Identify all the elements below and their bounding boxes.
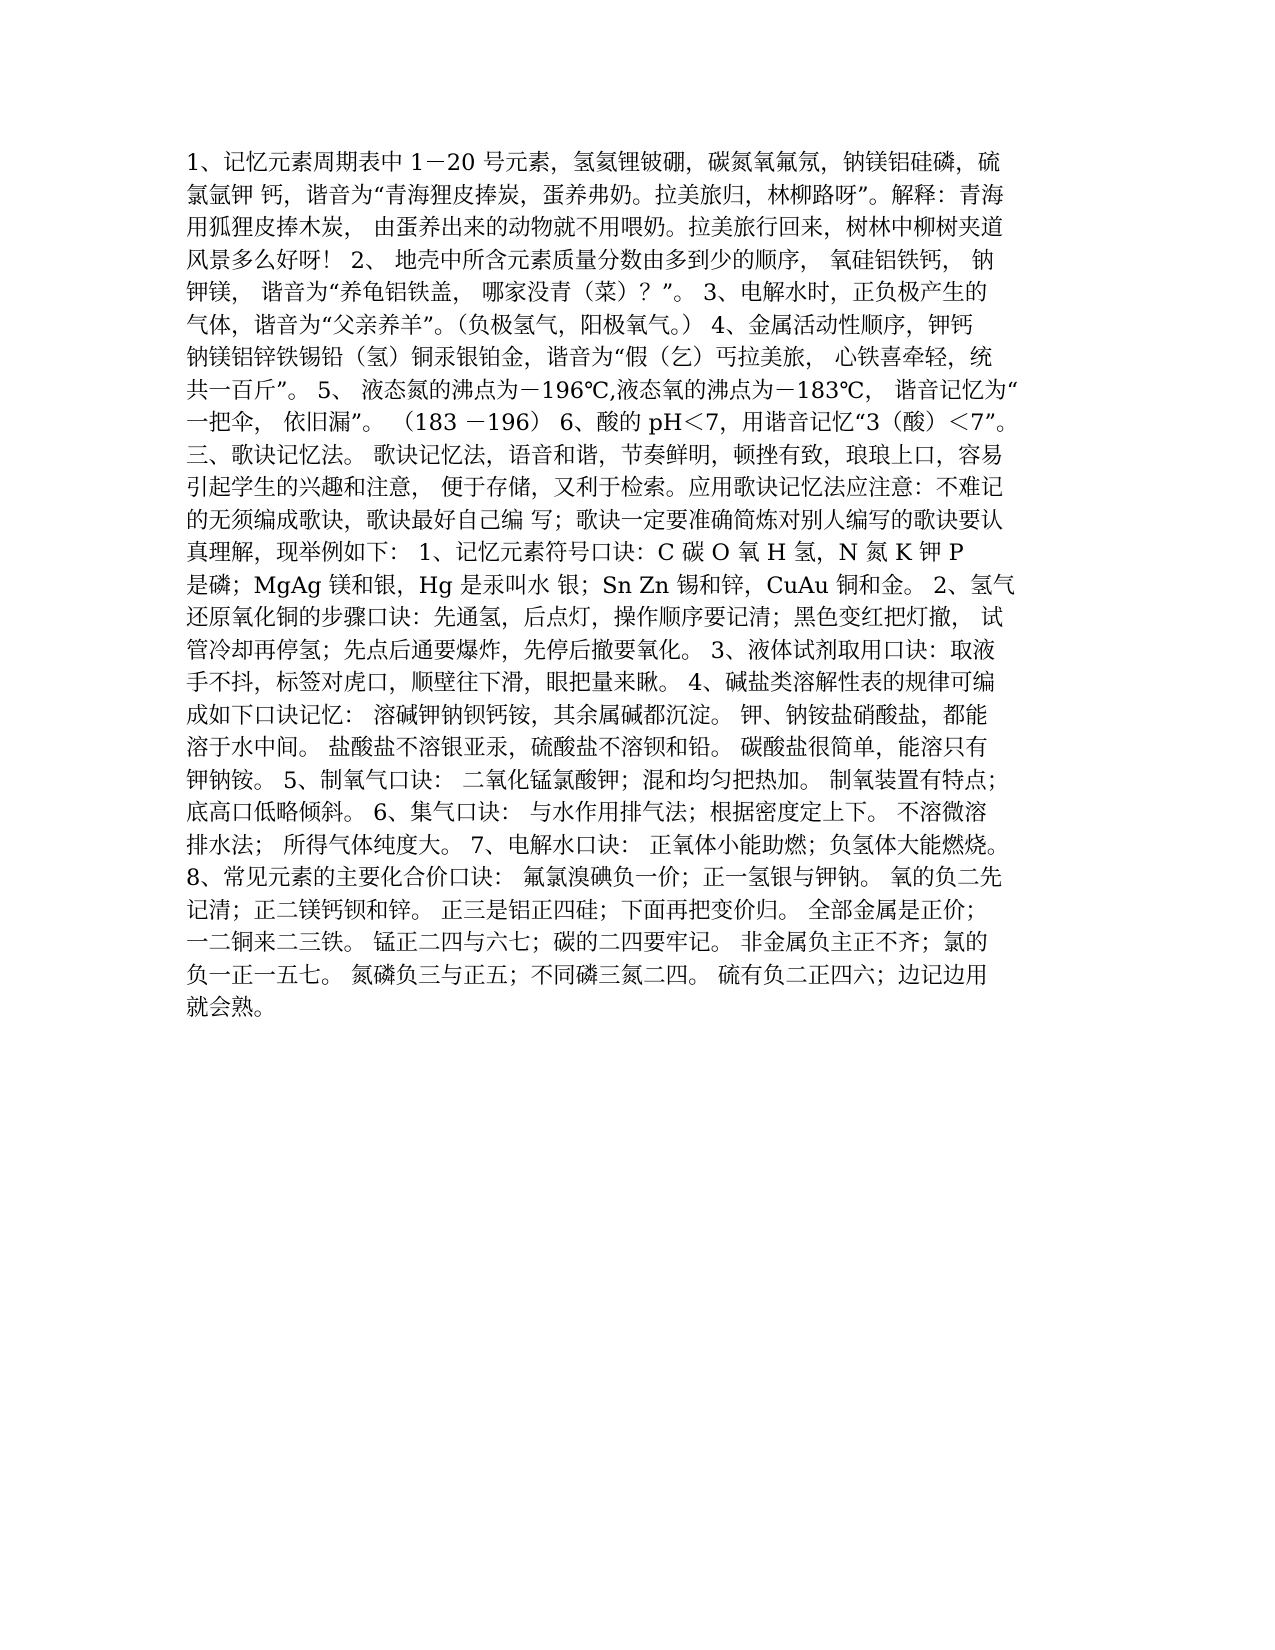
text-line: 是磷；MgAg 镁和银，Hg 是汞叫水 银；Sn Zn 锡和锌，CuAu 铜和金。 2、氢气: [186, 572, 1015, 599]
text-line: 的无须编成歌诀，歌诀最好自己编 写；歌诀一定要准确简炼对别人编写的歌诀要认: [186, 507, 1004, 534]
text-line: 钠镁铝锌铁锡铅（氢）铜汞银铂金，谐音为“假（乞）丐拉美旅， 心铁喜牵轻，统: [186, 345, 993, 371]
text-line: 还原氧化铜的步骤口诀：先通氢，后点灯，操作顺序要记清；黑色变红把灯撤， 试: [186, 605, 1004, 631]
text-line: 三、歌诀记忆法。 歌诀记忆法，语音和谐，节奏鲜明，顿挫有致，琅琅上口，容易: [186, 442, 1004, 469]
text-line: 负一正一五七。 氮磷负三与正五；不同磷三氮二四。 硫有负二正四六；边记边用: [186, 962, 988, 989]
text-line: 引起学生的兴趣和注意， 便于存储，又利于检索。应用歌诀记忆法应注意：不难记: [186, 475, 1004, 501]
text-line: 氯氩钾 钙，谐音为“青海狸皮捧炭，蛋养弗奶。拉美旅归，林柳路呀”。解释：青海: [186, 182, 1004, 209]
text-line: 1、记忆元素周期表中 1－20 号元素，氢氦锂铍硼，碳氮氧氟氖，钠镁铝硅磷，硫: [186, 150, 1001, 176]
text-line: 共一百斤”。 5、 液态氮的沸点为－196℃,液态氧的沸点为－183℃， 谐音记忆为“: [186, 377, 1019, 404]
text-line: 一把伞， 依旧漏”。 （183 －196） 6、酸的 pH＜7，用谐音记忆“3（酸）＜7”。: [186, 410, 1019, 436]
text-line: 手不抖，标签对虎口，顺壁往下滑，眼把量来瞅。 4、碱盐类溶解性表的规律可编: [186, 670, 995, 696]
text-line: 记清；正二镁钙钡和锌。 正三是铝正四硅；下面再把变价归。 全部金属是正价；: [186, 897, 988, 924]
text-line: 钾镁， 谐音为“养龟铝铁盖， 哪家没青（菜）？”。 3、电解水时，正负极产生的: [186, 280, 988, 306]
text-line: 气体，谐音为“父亲养羊”。（负极氢气，阳极氧气。） 4、金属活动性顺序，钾钙: [186, 312, 973, 339]
text-line: 钾钠铵。 5、制氧气口诀： 二氧化锰氯酸钾；混和均匀把热加。 制氧装置有特点；: [186, 767, 1010, 794]
text-line: 就会熟。: [186, 995, 277, 1021]
text-line: 8、常见元素的主要化合价口诀： 氟氯溴碘负一价；正一氢银与钾钠。 氧的负二先: [186, 865, 1003, 891]
text-line: 用狐狸皮捧木炭， 由蛋养出来的动物就不用喂奶。拉美旅行回来，树林中柳树夹道: [186, 215, 1004, 241]
text-line: 风景多么好呀！ 2、 地壳中所含元素质量分数由多到少的顺序， 氧硅铝铁钙， 钠: [186, 247, 994, 274]
text-line: 排水法； 所得气体纯度大。 7、电解水口诀： 正氧体小能助燃；负氢体大能燃烧。: [186, 832, 1010, 859]
text-line: 管冷却再停氢；先点后通要爆炸，先停后撤要氧化。 3、液体试剂取用口诀：取液: [186, 637, 995, 664]
text-line: 底高口低略倾斜。 6、集气口诀： 与水作用排气法；根据密度定上下。 不溶微溶: [186, 800, 987, 826]
text-line: 成如下口诀记忆： 溶碱钾钠钡钙铵，其余属碱都沉淀。 钾、钠铵盐硝酸盐，都能: [186, 702, 988, 729]
text-line: 一二铜来二三铁。 锰正二四与六七；碳的二四要牢记。 非金属负主正不齐；氯的: [186, 930, 988, 956]
body-text: [186, 147, 1090, 1025]
text-line: 真理解，现举例如下： 1、记忆元素符号口诀：C 碳 O 氧 H 氢，N 氮 K 钾 P: [186, 540, 964, 566]
text-line: 溶于水中间。 盐酸盐不溶银亚汞，硫酸盐不溶钡和铅。 碳酸盐很简单，能溶只有: [186, 735, 988, 761]
